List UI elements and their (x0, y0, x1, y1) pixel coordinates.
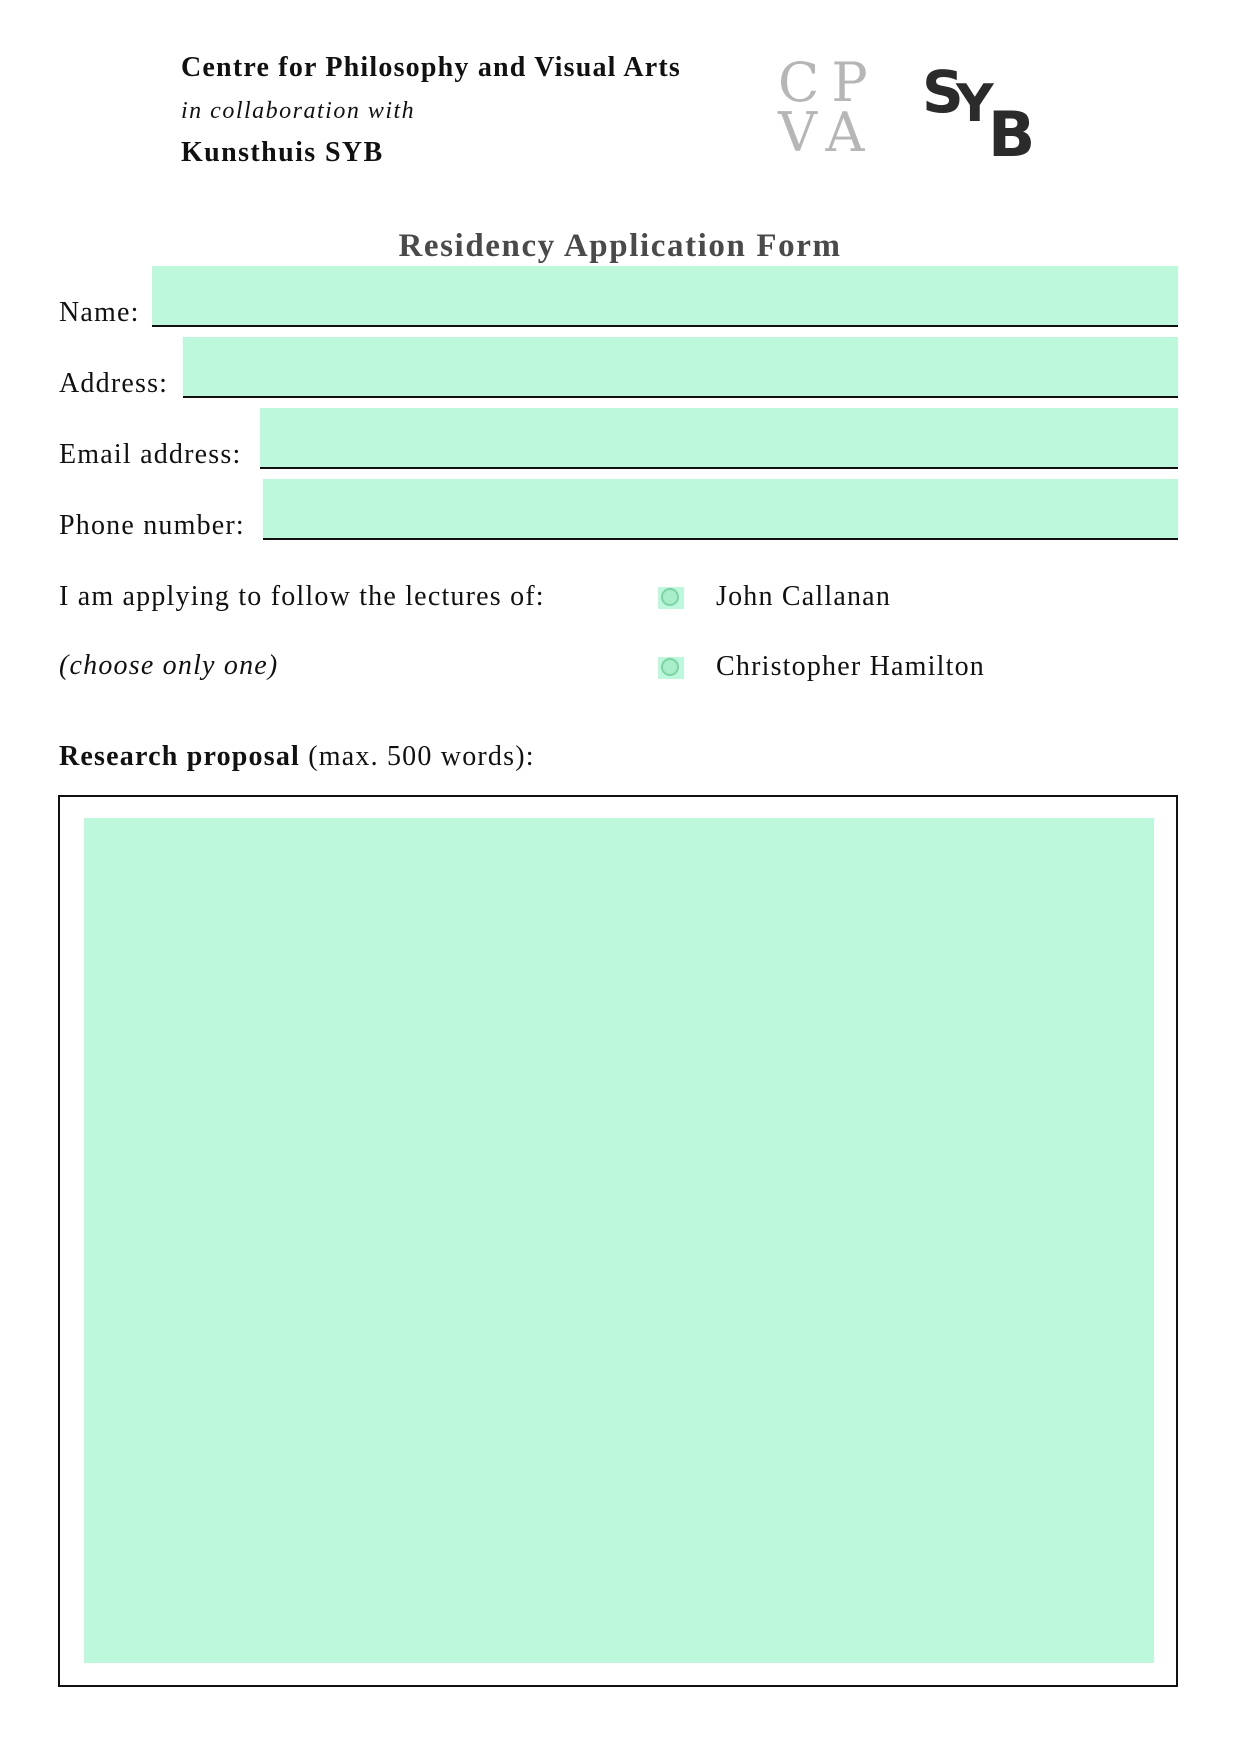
syb-logo (922, 58, 1042, 171)
form-title: Residency Application Form (398, 228, 842, 264)
address-label: Address: (59, 368, 169, 399)
proposal-label-bold: Research proposal (59, 741, 301, 772)
option-christopher-hamilton: Christopher Hamilton (716, 651, 985, 682)
radio-circle-icon (661, 588, 679, 606)
syb-logo-s: S (922, 58, 964, 126)
syb-logo-y: Y (956, 74, 994, 134)
partner-name: Kunsthuis SYB (181, 137, 384, 168)
name-label: Name: (59, 297, 140, 328)
option-john-callanan: John Callanan (716, 581, 892, 612)
radio-christopher-hamilton[interactable] (658, 657, 684, 679)
proposal-label (59, 741, 535, 773)
lectures-prompt: I am applying to follow the lectures of: (59, 581, 545, 612)
cpva-logo-line1: CP (778, 51, 880, 114)
phone-label: Phone number: (59, 510, 245, 541)
name-field[interactable] (152, 266, 1178, 327)
cpva-logo (778, 51, 888, 168)
choice-hint: (choose only one) (59, 650, 279, 681)
collaboration-text: in collaboration with (181, 98, 416, 124)
phone-field[interactable] (263, 479, 1178, 540)
proposal-textarea[interactable] (84, 818, 1154, 1663)
radio-john-callanan[interactable] (658, 587, 684, 609)
email-field[interactable] (260, 408, 1178, 469)
proposal-label-rest: (max. 500 words): (300, 741, 535, 772)
cpva-logo-line2: VA (778, 101, 877, 164)
address-field[interactable] (183, 337, 1178, 398)
email-label: Email address: (59, 439, 242, 470)
syb-logo-b: B (988, 98, 1036, 171)
organization-name: Centre for Philosophy and Visual Arts (181, 52, 681, 83)
radio-circle-icon (661, 658, 679, 676)
